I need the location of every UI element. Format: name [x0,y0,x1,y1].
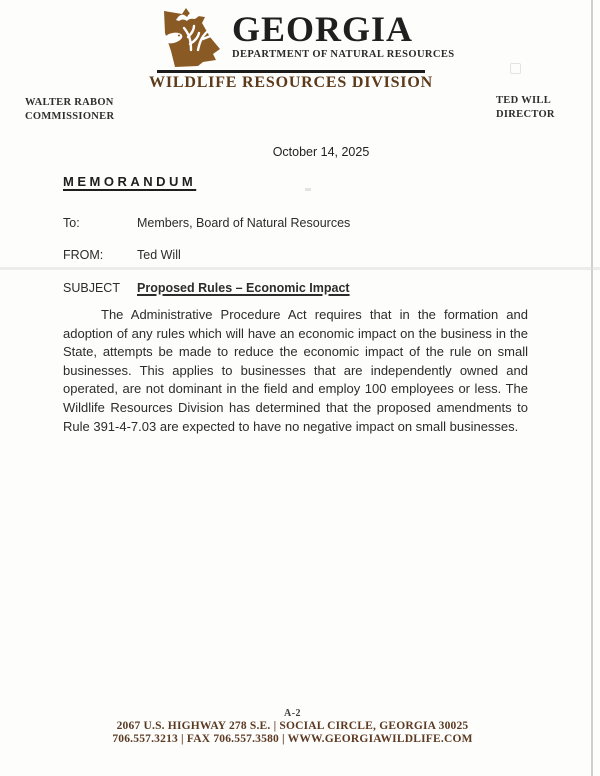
georgia-state-icon [153,4,227,70]
scan-band-artifact [0,267,600,270]
org-subtitle: DEPARTMENT OF NATURAL RESOURCES [232,49,455,61]
agency-logo [153,4,455,70]
commissioner-name: WALTER RABON [25,97,114,108]
memo-date: October 14, 2025 [272,145,370,159]
org-name: GEORGIA [232,9,414,49]
footer-contact: 706.557.3213 | FAX 706.557.3580 | WWW.GEORGIAWILDLIFE.COM [112,733,473,745]
scan-edge-artifact [591,0,593,776]
memo-heading: MEMORANDUM [63,174,197,189]
commissioner-title: COMMISSIONER [25,110,115,122]
from-label: FROM: [63,248,104,262]
memo-field-subject [63,281,350,295]
memo-field-to [63,216,350,230]
from-value: Ted Will [137,248,181,262]
director-block [496,94,555,121]
letterhead-divider [157,70,425,73]
director-name: TED WILL [496,95,552,106]
footer-address: 2067 U.S. HIGHWAY 278 S.E. | SOCIAL CIRCLE, GEORGIA 30025 [116,720,469,732]
subject-value: Proposed Rules – Economic Impact [137,281,350,295]
scan-smudge-artifact [510,63,521,74]
memo-field-from [63,248,181,262]
page-number-label: A-2 [283,708,302,719]
director-title: DIRECTOR [496,108,555,120]
to-value: Members, Board of Natural Resources [137,216,351,230]
scan-dot-artifact [305,188,311,191]
subject-label: SUBJECT [63,281,120,295]
commissioner-block [25,96,114,123]
letterhead-footer [0,708,585,745]
memo-body-paragraph: The Administrative Procedure Act requires that in the formation and adoption of any rules which will have an economic impact on the business in the State, attempts be made to reduce the economic impact of the rule on small businesses. This applies to businesses that are independently owned and operated, are not dominant in the field and employ 100 employees or less. The Wildlife Resources Division has determined that the proposed amendments to Rule 391-4-7.03 are expected to have no negative impact on small businesses. [63,307,528,434]
division-name: WILDLIFE RESOURCES DIVISION [149,74,433,91]
to-label: To: [63,216,80,230]
agency-wordmark [232,9,455,61]
